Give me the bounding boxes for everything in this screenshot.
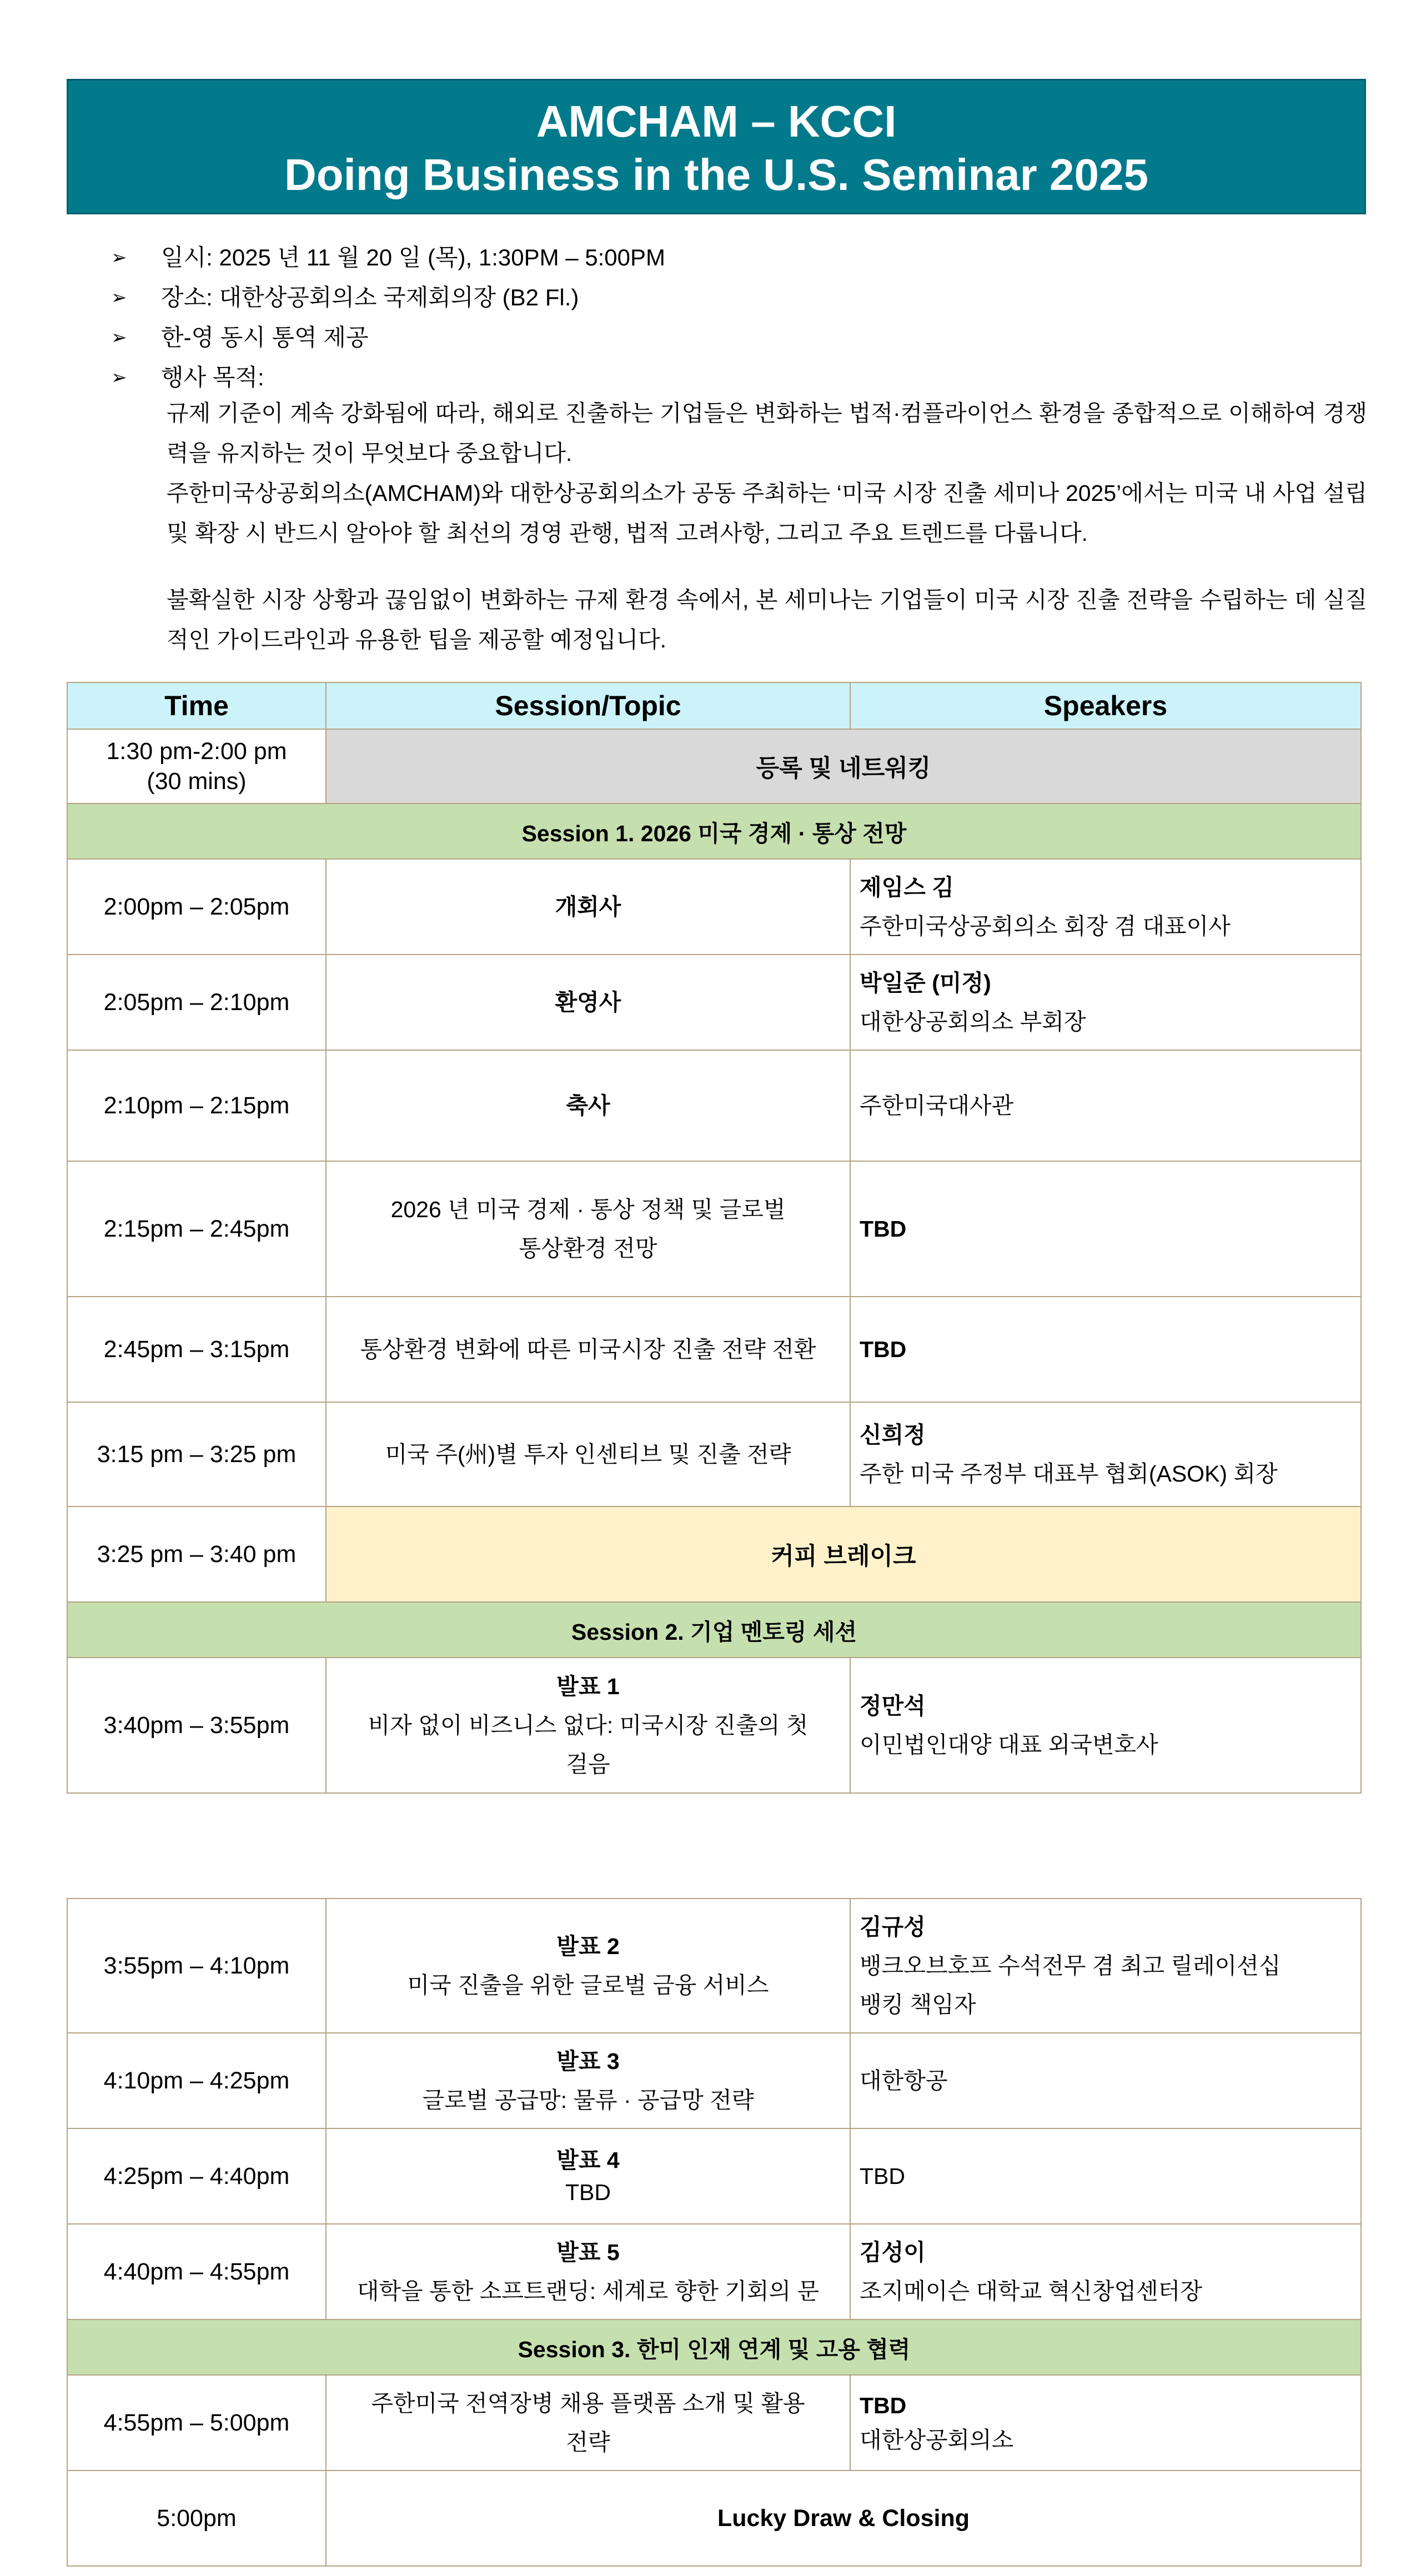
arrow-bullet-icon: ➢ [111,367,127,388]
topic-line: 글로벌 공급망: 물류 · 공급망 전략 [422,2087,754,2113]
registration-cell: 등록 및 네트워킹 [326,729,1361,804]
speaker-title: TBD [860,2163,905,2189]
topic-line: 걸음 [566,1751,610,1777]
table-row [67,859,1361,955]
time-cell: 3:25 pm – 3:40 pm [67,1507,326,1602]
title-line-2: Doing Business in the U.S. Seminar 2025 [284,150,1148,199]
speaker-cell [850,1658,1361,1793]
header-time: Time [67,682,326,729]
topic-cell [326,1297,850,1402]
presentation-label: 발표 2 [556,1934,620,1959]
table-row [67,1297,1361,1402]
speaker-cell [850,1402,1361,1507]
speaker-cell [850,1161,1361,1297]
topic-cell [326,1658,850,1793]
table-row [67,1658,1361,1793]
session-title: Session 1. 2026 미국 경제 · 통상 전망 [67,804,1361,859]
speaker-cell [850,955,1361,1050]
time-cell: 4:10pm – 4:25pm [67,2033,326,2128]
table-header-row [67,682,1361,729]
bullet-text: 한-영 동시 통역 제공 [161,324,369,350]
speaker-name: TBD [860,2393,907,2418]
speaker-title: 뱅크오브호프 수석전무 겸 최고 릴레이션십 [860,1953,1281,1979]
speaker-name: 정만석 [860,1693,926,1719]
speaker-title: 뱅킹 책임자 [860,1992,976,2017]
time-cell: 2:00pm – 2:05pm [67,859,326,955]
speaker-title: 대한상공회의소 [860,2427,1014,2453]
topic-line: 미국 주(州)별 투자 인센티브 및 진출 전략 [385,1442,791,1467]
topic-line: 2026 년 미국 경제 · 통상 정책 및 글로벌 [390,1197,786,1222]
schedule-table-page-1 [67,682,1362,1794]
presentation-label: 발표 4 [556,2147,620,2173]
table-row-closing [67,2470,1361,2566]
topic-cell [326,859,850,955]
title-banner [67,79,1366,214]
topic-cell [326,1161,850,1297]
time-cell: 4:25pm – 4:40pm [67,2128,326,2224]
speaker-name: TBD [860,1216,907,1242]
topic-line: 대학을 통한 소프트랜딩: 세계로 향한 기회의 문 [356,2278,820,2304]
session-title: Session 3. 한미 인재 연계 및 고용 협력 [67,2319,1361,2375]
speaker-name: 제임스 김 [860,875,954,900]
topic-cell [326,1402,850,1507]
topic-line: TBD [565,2180,611,2205]
speaker-cell [850,1050,1361,1161]
time-cell: 2:10pm – 2:15pm [67,1050,326,1161]
table-row [67,2128,1361,2224]
table-row [67,1050,1361,1161]
speaker-title: 대한항공 [860,2068,948,2093]
header-topic: Session/Topic [326,682,850,729]
topic-title: 축사 [566,1093,610,1118]
speaker-name: 김성이 [860,2239,926,2265]
coffee-break-cell: 커피 브레이크 [326,1507,1361,1602]
topic-cell [326,1050,850,1161]
speaker-cell [850,2128,1361,2224]
purpose-paragraph-3: 불확실한 시장 상황과 끊임없이 변화하는 규제 환경 속에서, 본 세미나는 기업들이 미국 시장 진출 전략을 수립하는 데 실질적인 가이드라인과 유용한 팁을 제공할 예정입니다. [167,587,1367,652]
session-row-1 [67,804,1361,859]
time-cell: 4:40pm – 4:55pm [67,2224,326,2319]
presentation-label: 발표 1 [556,1674,620,1699]
topic-cell [326,2224,850,2319]
speaker-cell [850,2224,1361,2319]
closing-cell: Lucky Draw & Closing [326,2470,1361,2566]
title-line-1: AMCHAM – KCCI [536,97,897,146]
session-row-3 [67,2319,1361,2375]
arrow-bullet-icon: ➢ [111,287,127,308]
topic-cell [326,2128,850,2224]
topic-line: 통상환경 전망 [519,1236,657,1261]
time-text: 1:30 pm-2:00 pm [106,738,287,765]
purpose-paragraph-2: 주한미국상공회의소(AMCHAM)와 대한상공회의소가 공동 주최하는 ‘미국 시장 진출 세미나 2025’에서는 미국 내 사업 설립 및 확장 시 반드시 알아야 할 최선의 경영 관행, 법적 고려사항, 그리고 주요 트렌드를 다룹니다. [167,480,1367,546]
speaker-name: 김규성 [860,1914,926,1940]
table-row [67,2033,1361,2128]
time-cell: 2:45pm – 3:15pm [67,1297,326,1402]
speaker-cell [850,1297,1361,1402]
table-row [67,1899,1361,2033]
bullet-purpose [111,358,1367,398]
session-row-2 [67,1602,1361,1658]
session-title: Session 2. 기업 멘토링 세션 [67,1602,1361,1658]
table-row [67,1161,1361,1297]
speaker-title: 대한상공회의소 부회장 [860,1009,1086,1035]
topic-cell [326,2375,850,2470]
topic-title: 개회사 [555,894,621,920]
presentation-label: 발표 5 [556,2239,620,2265]
time-cell: 3:40pm – 3:55pm [67,1658,326,1793]
time-cell: 5:00pm [67,2470,326,2566]
speaker-cell [850,1899,1361,2033]
speaker-name: 신희정 [860,1422,926,1448]
table-row [67,2375,1361,2470]
topic-cell [326,2033,850,2128]
table-row-registration [67,729,1361,804]
bullet-date [111,238,1367,278]
speaker-title: 주한 미국 주정부 대표부 협회(ASOK) 회장 [860,1461,1278,1487]
speaker-name: 박일준 (미정) [860,970,991,996]
speaker-cell [850,2033,1361,2128]
speaker-cell [850,859,1361,955]
header-speakers: Speakers [850,682,1361,729]
speaker-name: TBD [860,1337,907,1362]
arrow-bullet-icon: ➢ [111,327,127,348]
bullet-text: 장소: 대한상공회의소 국제회의장 (B2 Fl.) [161,284,579,310]
topic-line: 주한미국 전역장병 채용 플랫폼 소개 및 활용 [371,2391,805,2416]
time-cell: 2:05pm – 2:10pm [67,955,326,1050]
schedule-table-page-2 [67,1898,1362,2567]
bullet-text: 일시: 2025 년 11 월 20 일 (목), 1:30PM – 5:00PM [161,244,666,270]
speaker-title: 조지메이슨 대학교 혁신창업센터장 [860,2278,1202,2304]
topic-line: 비자 없이 비즈니스 없다: 미국시장 진출의 첫 [368,1713,809,1738]
speaker-title: 이민법인대양 대표 외국변호사 [860,1732,1158,1757]
time-cell: 3:55pm – 4:10pm [67,1899,326,2033]
speaker-cell [850,2375,1361,2470]
topic-title: 환영사 [555,990,621,1015]
topic-line: 미국 진출을 위한 글로벌 금융 서비스 [407,1972,769,1998]
time-cell: 3:15 pm – 3:25 pm [67,1402,326,1507]
speaker-title: 주한미국대사관 [860,1093,1014,1118]
presentation-label: 발표 3 [556,2048,620,2074]
duration-text: (30 mins) [147,768,247,795]
purpose-paragraph-1: 규제 기준이 계속 강화됨에 따라, 해외로 진출하는 기업들은 변화하는 법적·컴플라이언스 환경을 종합적으로 이해하여 경쟁력을 유지하는 것이 무엇보다 중요합니다. [167,400,1367,466]
time-cell: 4:55pm – 5:00pm [67,2375,326,2470]
table-row [67,2224,1361,2319]
topic-line: 전략 [566,2429,610,2455]
topic-cell [326,1899,850,2033]
arrow-bullet-icon: ➢ [111,247,127,268]
bullet-venue [111,278,1367,318]
table-row [67,1402,1361,1507]
table-row-coffee-break [67,1507,1361,1602]
speaker-title: 주한미국상공회의소 회장 겸 대표이사 [860,913,1231,939]
event-info-list [111,238,1367,398]
topic-cell [326,955,850,1050]
time-cell: 2:15pm – 2:45pm [67,1161,326,1297]
bullet-interpretation [111,318,1367,358]
table-row [67,955,1361,1050]
topic-line: 통상환경 변화에 따른 미국시장 진출 전략 전환 [360,1337,816,1362]
bullet-text: 행사 목적: [161,364,264,390]
time-cell [67,729,326,804]
